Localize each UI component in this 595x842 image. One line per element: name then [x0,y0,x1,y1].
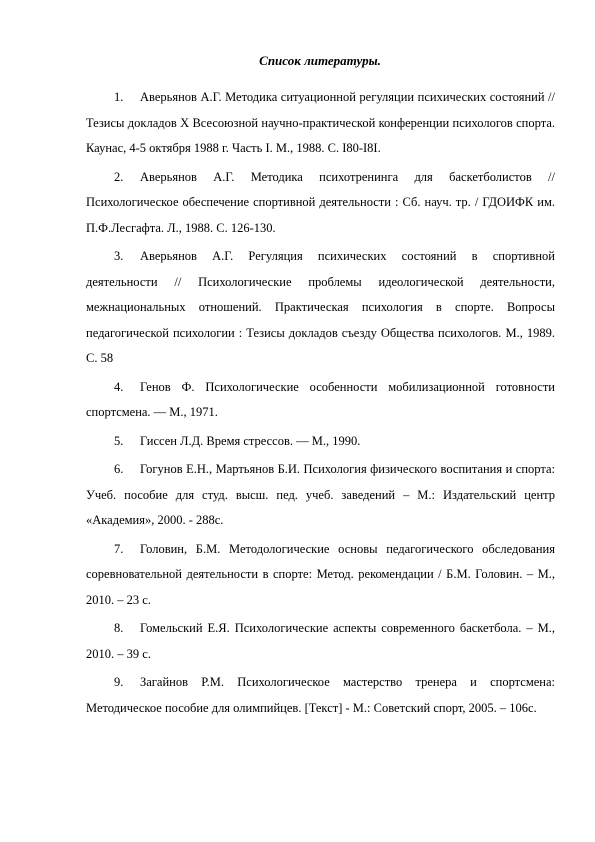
entry-text: Аверьянов А.Г. Методика психотренинга для баскетболистов // Психологическое обеспечение спортивной деятельности : Сб. науч. тр. / ГДОИФК им. П.Ф.Лесгафта. Л., 1988. С. 126-130. [86,169,555,235]
list-item [86,457,555,534]
list-item [86,429,555,455]
entry-text: Загайнов Р.М. Психологическое мастерство тренера и спортсмена: Методическое пособие для олимпийцев. [Текст] - М.: Советский спорт, 2005. – 106с. [86,675,555,715]
entry-text: Гомельский Е.Я. Психологические аспекты современного баскетбола. – М., 2010. – 39 с. [86,621,555,661]
list-item [86,165,555,242]
bibliography-list [86,85,555,724]
entry-number: 7. [114,541,124,556]
entry-text: Аверьянов А.Г. Методика ситуационной регуляции психических состояний // Тезисы докладов X Всесоюзной научно-практической конференции психологов спорта. Каунас, 4-5 октября 1988 г. Часть I. М., 1988. С. I80-I8I. [86,90,555,155]
list-item [86,375,555,426]
list-item [86,670,555,721]
entry-text: Гогунов Е.Н., Мартьянов Б.И. Психология физического воспитания и спорта: Учеб. пособие для студ. высш. пед. учеб. заведений – М.: Издательский центр «Академия», 2000. - 288с. [86,462,555,527]
entry-number: 6. [114,462,124,476]
entry-number: 4. [114,379,124,394]
entry-number: 2. [114,169,124,184]
entry-number: 8. [114,621,124,635]
entry-text: Аверьянов А.Г. Регуляция психических состояний в спортивной деятельности // Психологические проблемы идеологической деятельности, межнациональных отношений. Практическая психология в спорте. Вопросы педагогической психологии : Тезисы докладов съезду Общества психологов. М., 1989. С. 58 [86,249,555,365]
entry-number: 9. [114,675,124,689]
entry-number: 5. [114,433,124,448]
entry-text: Генов Ф. Психологические особенности мобилизационной готовности спортсмена. — М., 1971. [86,379,555,419]
entry-text: Гиссен Л.Д. Время стрессов. — М., 1990. [140,433,361,448]
page-title: Список литературы. [259,53,381,68]
list-item [86,244,555,372]
list-item [86,85,555,162]
list-item [86,616,555,667]
entry-number: 1. [114,90,124,104]
entry-text: Головин, Б.М. Методологические основы педагогического обследования соревновательной деятельности в спорте: Метод. рекомендации / Б.М. Головин. – М., 2010. – 23 с. [86,541,555,607]
list-item [86,537,555,614]
entry-number: 3. [114,249,124,263]
